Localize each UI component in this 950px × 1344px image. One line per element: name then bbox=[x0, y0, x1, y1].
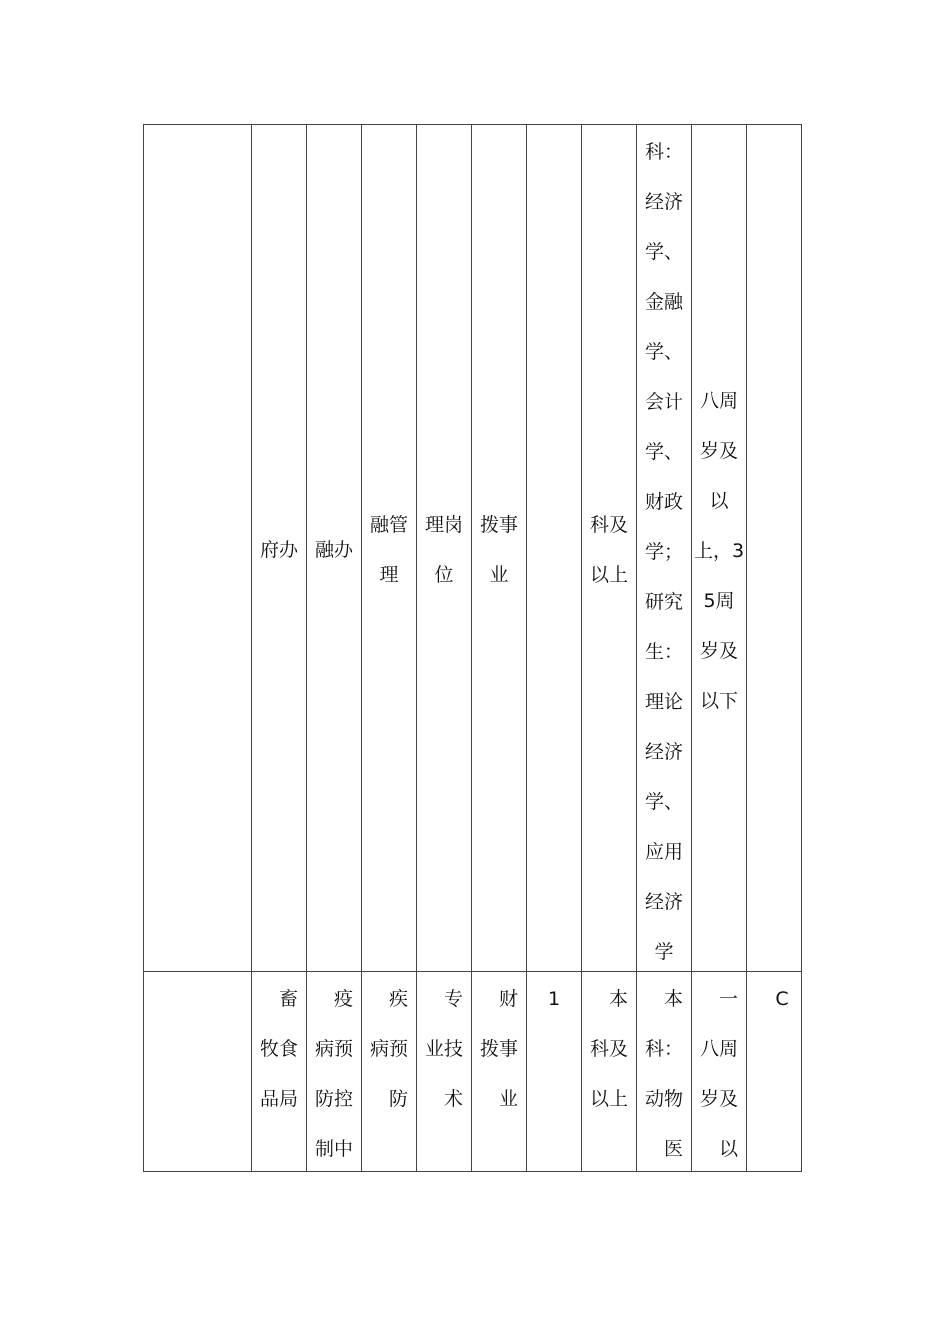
cell-text-line: 八周 bbox=[699, 390, 738, 412]
cell-text-line: 业 bbox=[498, 1088, 518, 1110]
cell-text-line: 研究 bbox=[644, 591, 683, 613]
cell-text-line: 以 bbox=[709, 490, 729, 512]
table-cell bbox=[417, 125, 472, 972]
cell-text-line: 防控 bbox=[314, 1088, 353, 1110]
table-cell bbox=[144, 972, 252, 1172]
table-cell bbox=[362, 972, 417, 1172]
cell-text-line: 疫 bbox=[333, 988, 353, 1010]
table-cell bbox=[527, 972, 582, 1172]
cell-text-line: 本 bbox=[663, 988, 683, 1010]
cell-text-line: 应用 bbox=[644, 841, 683, 863]
table-cell bbox=[692, 125, 747, 972]
cell-text-line: 疾 bbox=[388, 988, 408, 1010]
cell-text-line: 一 bbox=[718, 988, 738, 1010]
cell-text-line: 科及 bbox=[589, 1038, 628, 1060]
cell-text-line: 生： bbox=[644, 641, 683, 663]
cell-text-line: 经济 bbox=[644, 191, 683, 213]
table-cell bbox=[582, 972, 637, 1172]
cell-text-line: 府办 bbox=[259, 539, 298, 561]
cell-text-line: 5周 bbox=[703, 590, 735, 612]
cell-text-line: 八周 bbox=[699, 1038, 738, 1060]
cell-text-line: 以上 bbox=[589, 1088, 628, 1110]
table-cell bbox=[692, 972, 747, 1172]
table-cell bbox=[582, 125, 637, 972]
cell-text-line: 学； bbox=[644, 541, 683, 563]
cell-text-line: 学、 bbox=[644, 341, 683, 363]
cell-text-line: 经济 bbox=[644, 741, 683, 763]
cell-text-line: 会计 bbox=[644, 391, 683, 413]
cell-text-line: 理论 bbox=[644, 691, 683, 713]
cell-text-line: 以 bbox=[718, 1138, 738, 1160]
cell-text-line: 拨事 bbox=[479, 1038, 518, 1060]
table-cell bbox=[472, 125, 527, 972]
cell-text-line: 融办 bbox=[314, 539, 353, 561]
cell-text-line: 畜 bbox=[278, 988, 298, 1010]
table-cell bbox=[747, 972, 802, 1172]
table-cell bbox=[307, 125, 362, 972]
cell-text-line: 学、 bbox=[644, 791, 683, 813]
table-cell bbox=[747, 125, 802, 972]
cell-text-line: 岁及 bbox=[699, 640, 738, 662]
table-cell bbox=[144, 125, 252, 972]
table-cell bbox=[637, 972, 692, 1172]
cell-text-line: 学 bbox=[654, 941, 674, 963]
cell-text-line: 金融 bbox=[644, 291, 683, 313]
cell-text-line: 专 bbox=[443, 988, 463, 1010]
cell-text-line: 动物 bbox=[644, 1088, 683, 1110]
cell-text-line: 业技 bbox=[424, 1038, 463, 1060]
cell-text-line: 以上 bbox=[589, 564, 628, 586]
cell-text-line: 岁及 bbox=[699, 1088, 738, 1110]
job-table bbox=[143, 124, 802, 1172]
cell-text-line: 理岗 bbox=[424, 514, 463, 536]
cell-text-line: 病预 bbox=[369, 1038, 408, 1060]
table-cell bbox=[252, 125, 307, 972]
cell-text-line: 拨事 bbox=[479, 514, 518, 536]
cell-text-line: C bbox=[775, 988, 789, 1010]
table-cell bbox=[637, 125, 692, 972]
cell-text-line: 学、 bbox=[644, 241, 683, 263]
cell-text-line: 防 bbox=[388, 1088, 408, 1110]
cell-text-line: 位 bbox=[434, 564, 454, 586]
cell-text-line: 融管 bbox=[369, 514, 408, 536]
cell-text-line: 科： bbox=[644, 1038, 683, 1060]
cell-text-line: 科： bbox=[644, 141, 683, 163]
table-row bbox=[144, 125, 802, 972]
table-cell bbox=[307, 972, 362, 1172]
cell-text-line: 学、 bbox=[644, 441, 683, 463]
cell-text-line: 本 bbox=[608, 988, 628, 1010]
cell-text-line: 制中 bbox=[314, 1138, 353, 1160]
cell-text-line: 牧食 bbox=[259, 1038, 298, 1060]
cell-text-line: 理 bbox=[379, 564, 399, 586]
cell-text-line: 科及 bbox=[589, 514, 628, 536]
table-cell bbox=[527, 125, 582, 972]
cell-text-line: 业 bbox=[489, 564, 509, 586]
cell-text-line: 岁及 bbox=[699, 440, 738, 462]
cell-text-line: 经济 bbox=[644, 891, 683, 913]
table-cell bbox=[472, 972, 527, 1172]
cell-text-line: 财 bbox=[498, 988, 518, 1010]
table-cell bbox=[252, 972, 307, 1172]
cell-text-line: 以下 bbox=[699, 690, 738, 712]
cell-text-line: 上，3 bbox=[693, 540, 745, 562]
cell-text-line: 1 bbox=[547, 988, 561, 1010]
cell-text-line: 品局 bbox=[259, 1088, 298, 1110]
cell-text-line: 病预 bbox=[314, 1038, 353, 1060]
table-row bbox=[144, 972, 802, 1172]
cell-text-line: 财政 bbox=[644, 491, 683, 513]
table-cell bbox=[362, 125, 417, 972]
table-cell bbox=[417, 972, 472, 1172]
cell-text-line: 术 bbox=[443, 1088, 463, 1110]
cell-text-line: 医 bbox=[663, 1138, 683, 1160]
